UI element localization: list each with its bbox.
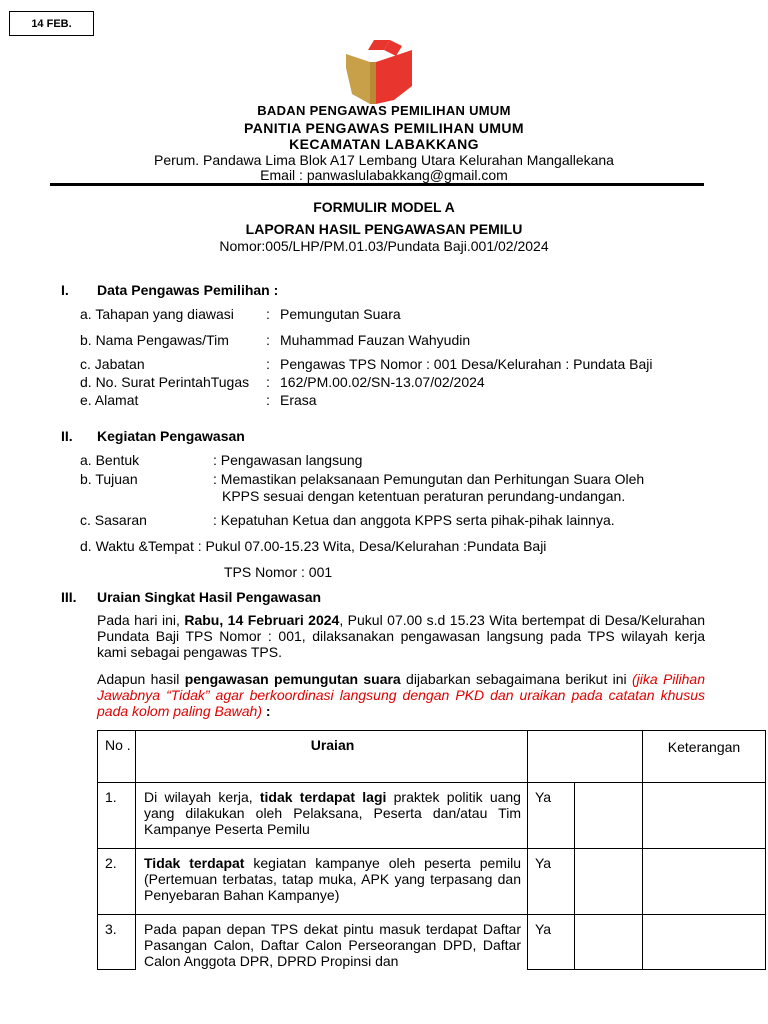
section3-number: III. bbox=[61, 589, 77, 605]
row-tidak bbox=[575, 849, 643, 915]
field-colon: : bbox=[266, 332, 270, 348]
field-value: Muhammad Fauzan Wahyudin bbox=[280, 332, 471, 348]
sasaran-value: : Kepatuhan Ketua dan anggota KPPS serta pihak-pihak lainnya. bbox=[213, 512, 615, 528]
bentuk-label: a. Bentuk bbox=[80, 452, 140, 468]
header-answer-blank bbox=[528, 731, 575, 783]
table-row bbox=[98, 849, 766, 915]
summary-paragraph-1: Pada hari ini, Rabu, 14 Februari 2024, Pukul 07.00 s.d 15.23 Wita bertempat di Desa/Kelurahan Pundata Baji TPS Nomor : 001, dilaksanakan pengawasan langsung pada TPS wilayah kerja kami sebagai pengawas TPS. bbox=[97, 612, 705, 660]
field-colon: : bbox=[266, 356, 270, 372]
bawaslu-logo bbox=[340, 38, 418, 110]
row-ya: Ya bbox=[528, 915, 575, 970]
section2-number: II. bbox=[61, 428, 73, 444]
summary-paragraph-2: Adapun hasil pengawasan pemungutan suara dijabarkan sebagaimana berikut ini (jika Pilihan Jawabnya “Tidak” agar berkoordinasi langsung dengan PKD dan uraikan pada catatan khusus pada kolom paling Bawah) : bbox=[97, 671, 705, 719]
header-divider bbox=[50, 183, 704, 186]
header-keterangan: Keterangan bbox=[643, 731, 766, 783]
header-answer-blank-2 bbox=[575, 731, 643, 783]
supervision-table bbox=[97, 730, 766, 970]
section3-heading: Uraian Singkat Hasil Pengawasan bbox=[97, 589, 322, 605]
sasaran-label: c. Sasaran bbox=[80, 512, 147, 528]
report-number: Nomor:005/LHP/PM.01.03/Pundata Baji.001/02/2024 bbox=[219, 238, 549, 254]
bentuk-value: : Pengawasan langsung bbox=[213, 452, 363, 468]
row-ya: Ya bbox=[528, 783, 575, 849]
field-value: Erasa bbox=[280, 392, 317, 408]
table-row bbox=[98, 915, 766, 970]
field-label: d. No. Surat PerintahTugas bbox=[80, 374, 250, 390]
field-value: Pengawas TPS Nomor : 001 Desa/Kelurahan : Pundata Baji bbox=[280, 356, 653, 372]
row-no: 3. bbox=[98, 915, 136, 970]
tujuan-label: b. Tujuan bbox=[80, 471, 138, 487]
waktu-tempat: d. Waktu &Tempat : Pukul 07.00-15.23 Wita, Desa/Kelurahan :Pundata Baji bbox=[80, 538, 547, 554]
field-colon: : bbox=[266, 374, 270, 390]
section1-number: I. bbox=[61, 282, 69, 298]
section1-heading: Data Pengawas Pemilihan : bbox=[97, 282, 279, 298]
row-no: 2. bbox=[98, 849, 136, 915]
form-title: FORMULIR MODEL A bbox=[313, 199, 455, 215]
row-keterangan bbox=[643, 849, 766, 915]
report-title: LAPORAN HASIL PENGAWASAN PEMILU bbox=[245, 221, 523, 237]
tujuan-value-line1: : Memastikan pelaksanaan Pemungutan dan Perhitungan Suara Oleh bbox=[213, 471, 645, 487]
header-uraian: Uraian bbox=[136, 731, 528, 783]
section2-heading: Kegiatan Pengawasan bbox=[97, 428, 245, 444]
org-email: Email : panwaslulabakkang@gmail.com bbox=[260, 167, 508, 183]
row-uraian: Tidak terdapat kegiatan kampanye oleh peserta pemilu (Pertemuan terbatas, tatap muka, APK yang terpasang dan Penyebaran Bahan Kampanye) bbox=[136, 849, 528, 915]
org-line-2: PANITIA PENGAWAS PEMILIHAN UMUM bbox=[244, 120, 524, 136]
tps-number: TPS Nomor : 001 bbox=[224, 564, 333, 580]
date-stamp: 14 FEB. bbox=[9, 11, 94, 36]
tujuan-value-line2: KPPS sesuai dengan ketentuan peraturan perundang-undangan. bbox=[222, 488, 626, 504]
row-ya: Ya bbox=[528, 849, 575, 915]
field-label: a. Tahapan yang diawasi bbox=[80, 306, 234, 322]
header-no: No . bbox=[98, 731, 136, 783]
row-uraian: Pada papan depan TPS dekat pintu masuk terdapat Daftar Pasangan Calon, Daftar Calon Perseorangan DPD, Daftar Calon Anggota DPR, DPRD Propinsi dan bbox=[136, 915, 528, 970]
row-no: 1. bbox=[98, 783, 136, 849]
org-line-1: BADAN PENGAWAS PEMILIHAN UMUM bbox=[257, 103, 511, 118]
row-tidak bbox=[575, 915, 643, 970]
table-row bbox=[98, 783, 766, 849]
table-header-row bbox=[98, 731, 766, 783]
field-value: 162/PM.00.02/SN-13.07/02/2024 bbox=[280, 374, 485, 390]
field-colon: : bbox=[266, 392, 270, 408]
field-label: e. Alamat bbox=[80, 392, 139, 408]
field-label: c. Jabatan bbox=[80, 356, 145, 372]
row-keterangan bbox=[643, 783, 766, 849]
row-tidak bbox=[575, 783, 643, 849]
row-keterangan bbox=[643, 915, 766, 970]
org-address: Perum. Pandawa Lima Blok A17 Lembang Utara Kelurahan Mangallekana bbox=[154, 152, 614, 168]
row-uraian: Di wilayah kerja, tidak terdapat lagi praktek politik uang yang dilakukan oleh Pelaksana, Peserta dan/atau Tim Kampanye Peserta Pemilu bbox=[136, 783, 528, 849]
field-value: Pemungutan Suara bbox=[280, 306, 401, 322]
field-label: b. Nama Pengawas/Tim bbox=[80, 332, 229, 348]
field-colon: : bbox=[266, 306, 270, 322]
org-line-3: KECAMATAN LABAKKANG bbox=[289, 136, 479, 152]
